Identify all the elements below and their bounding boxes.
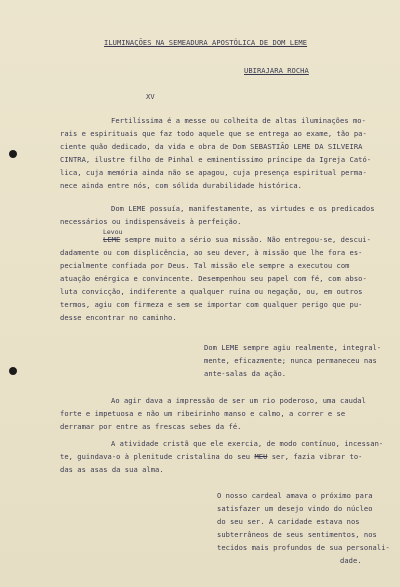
paragraph-line: CINTRA, ilustre filho de Pinhal e eminentíssimo príncipe da Igreja Cató- (60, 155, 372, 164)
paragraph-line: te, guindava-o à plenitude cristalina do seu MEU ser, fazia vibrar to- (60, 452, 363, 461)
paragraph-line: Ao agir dava a impressão de ser um rio poderoso, uma caudal (111, 396, 366, 405)
paragraph-line: derramar por entre as frescas sebes da fé. (60, 422, 242, 431)
paragraph-line: rais e espirituais que faz todo aquele que se entrega ao exame, tão pa- (60, 129, 367, 138)
paragraph-line: dade. (340, 556, 362, 565)
paragraph-line: Dom LEME sempre agiu realmente, integral- (204, 343, 382, 352)
section-numeral: XV (146, 92, 155, 101)
paragraph-line: termos, agiu com firmeza e sem se importar com qualquer perigo que pu- (60, 300, 363, 309)
paragraph-line: A atividade cristã que ele exercia, de modo contínuo, incessan- (111, 439, 384, 448)
paragraph-line: atuação enérgica e convincente. Desempenhou seu papel com fé, com abso- (60, 274, 367, 283)
paragraph-line: nece ainda entre nós, com sólida durabilidade histórica. (60, 181, 302, 190)
paragraph-line: subterrâneos de seus sentimentos, nos (217, 530, 377, 539)
paragraph-line: luta convicção, indiferente a qualquer ruína ou negação, ou, em outros (60, 287, 363, 296)
document-title: ILUMINAÇÕES NA SEMEADURA APOSTÓLICA DE DOM LEME (104, 38, 308, 47)
author-name: UBIRAJARA ROCHA (244, 66, 309, 75)
struck-word: LEME (103, 235, 121, 244)
binder-hole (9, 367, 17, 375)
paragraph-line: ciente quão dedicado, da vida e obra de Dom SEBASTIÃO LEME DA SILVEIRA (60, 142, 363, 151)
paragraph-line: Fertilíssima é a messe ou colheita de altas iluminações mo- (111, 116, 366, 125)
paragraph-line: necessários ou indispensáveis à perfeição. (60, 217, 242, 226)
paragraph-line: das as asas da sua alma. (60, 465, 164, 474)
paragraph-line: ante-salas da ação. (204, 369, 287, 378)
paragraph-line: O nosso cardeal amava o próximo para (217, 491, 373, 500)
paragraph-line: desse encontrar no caminho. (60, 313, 177, 322)
paragraph-line: forte e impetuosa e não um ribeirinho manso e calmo, a correr e se (60, 409, 346, 418)
struck-word: MEU (254, 452, 268, 461)
paragraph-line: pecialmente confiada por Deus. Tal missão ele sempre a executou com (60, 261, 350, 270)
paragraph-line: Dom LEME possuía, manifestamente, as virtudes e os predicados (111, 204, 375, 213)
paragraph-line: LEME sempre muito a sério sua missão. Não entregou-se, descui- (103, 235, 371, 244)
paragraph-line: mente, eficazmente; nunca permaneceu nas (204, 356, 377, 365)
paragraph-line: dadamente ou com displicência, ao seu dever, à missão que lhe fora es- (60, 248, 363, 257)
binder-hole (9, 150, 17, 158)
paragraph-line: lica, cuja memória ainda não se apagou, cuja presença espiritual perma- (60, 168, 367, 177)
paragraph-line: satisfazer um desejo vindo do núcleo (217, 504, 373, 513)
paragraph-line: do seu ser. A caridade estava nos (217, 517, 360, 526)
paragraph-line: tecidos mais profundos de sua personali- (217, 543, 390, 552)
handwritten-insertion: Levou (103, 228, 123, 236)
